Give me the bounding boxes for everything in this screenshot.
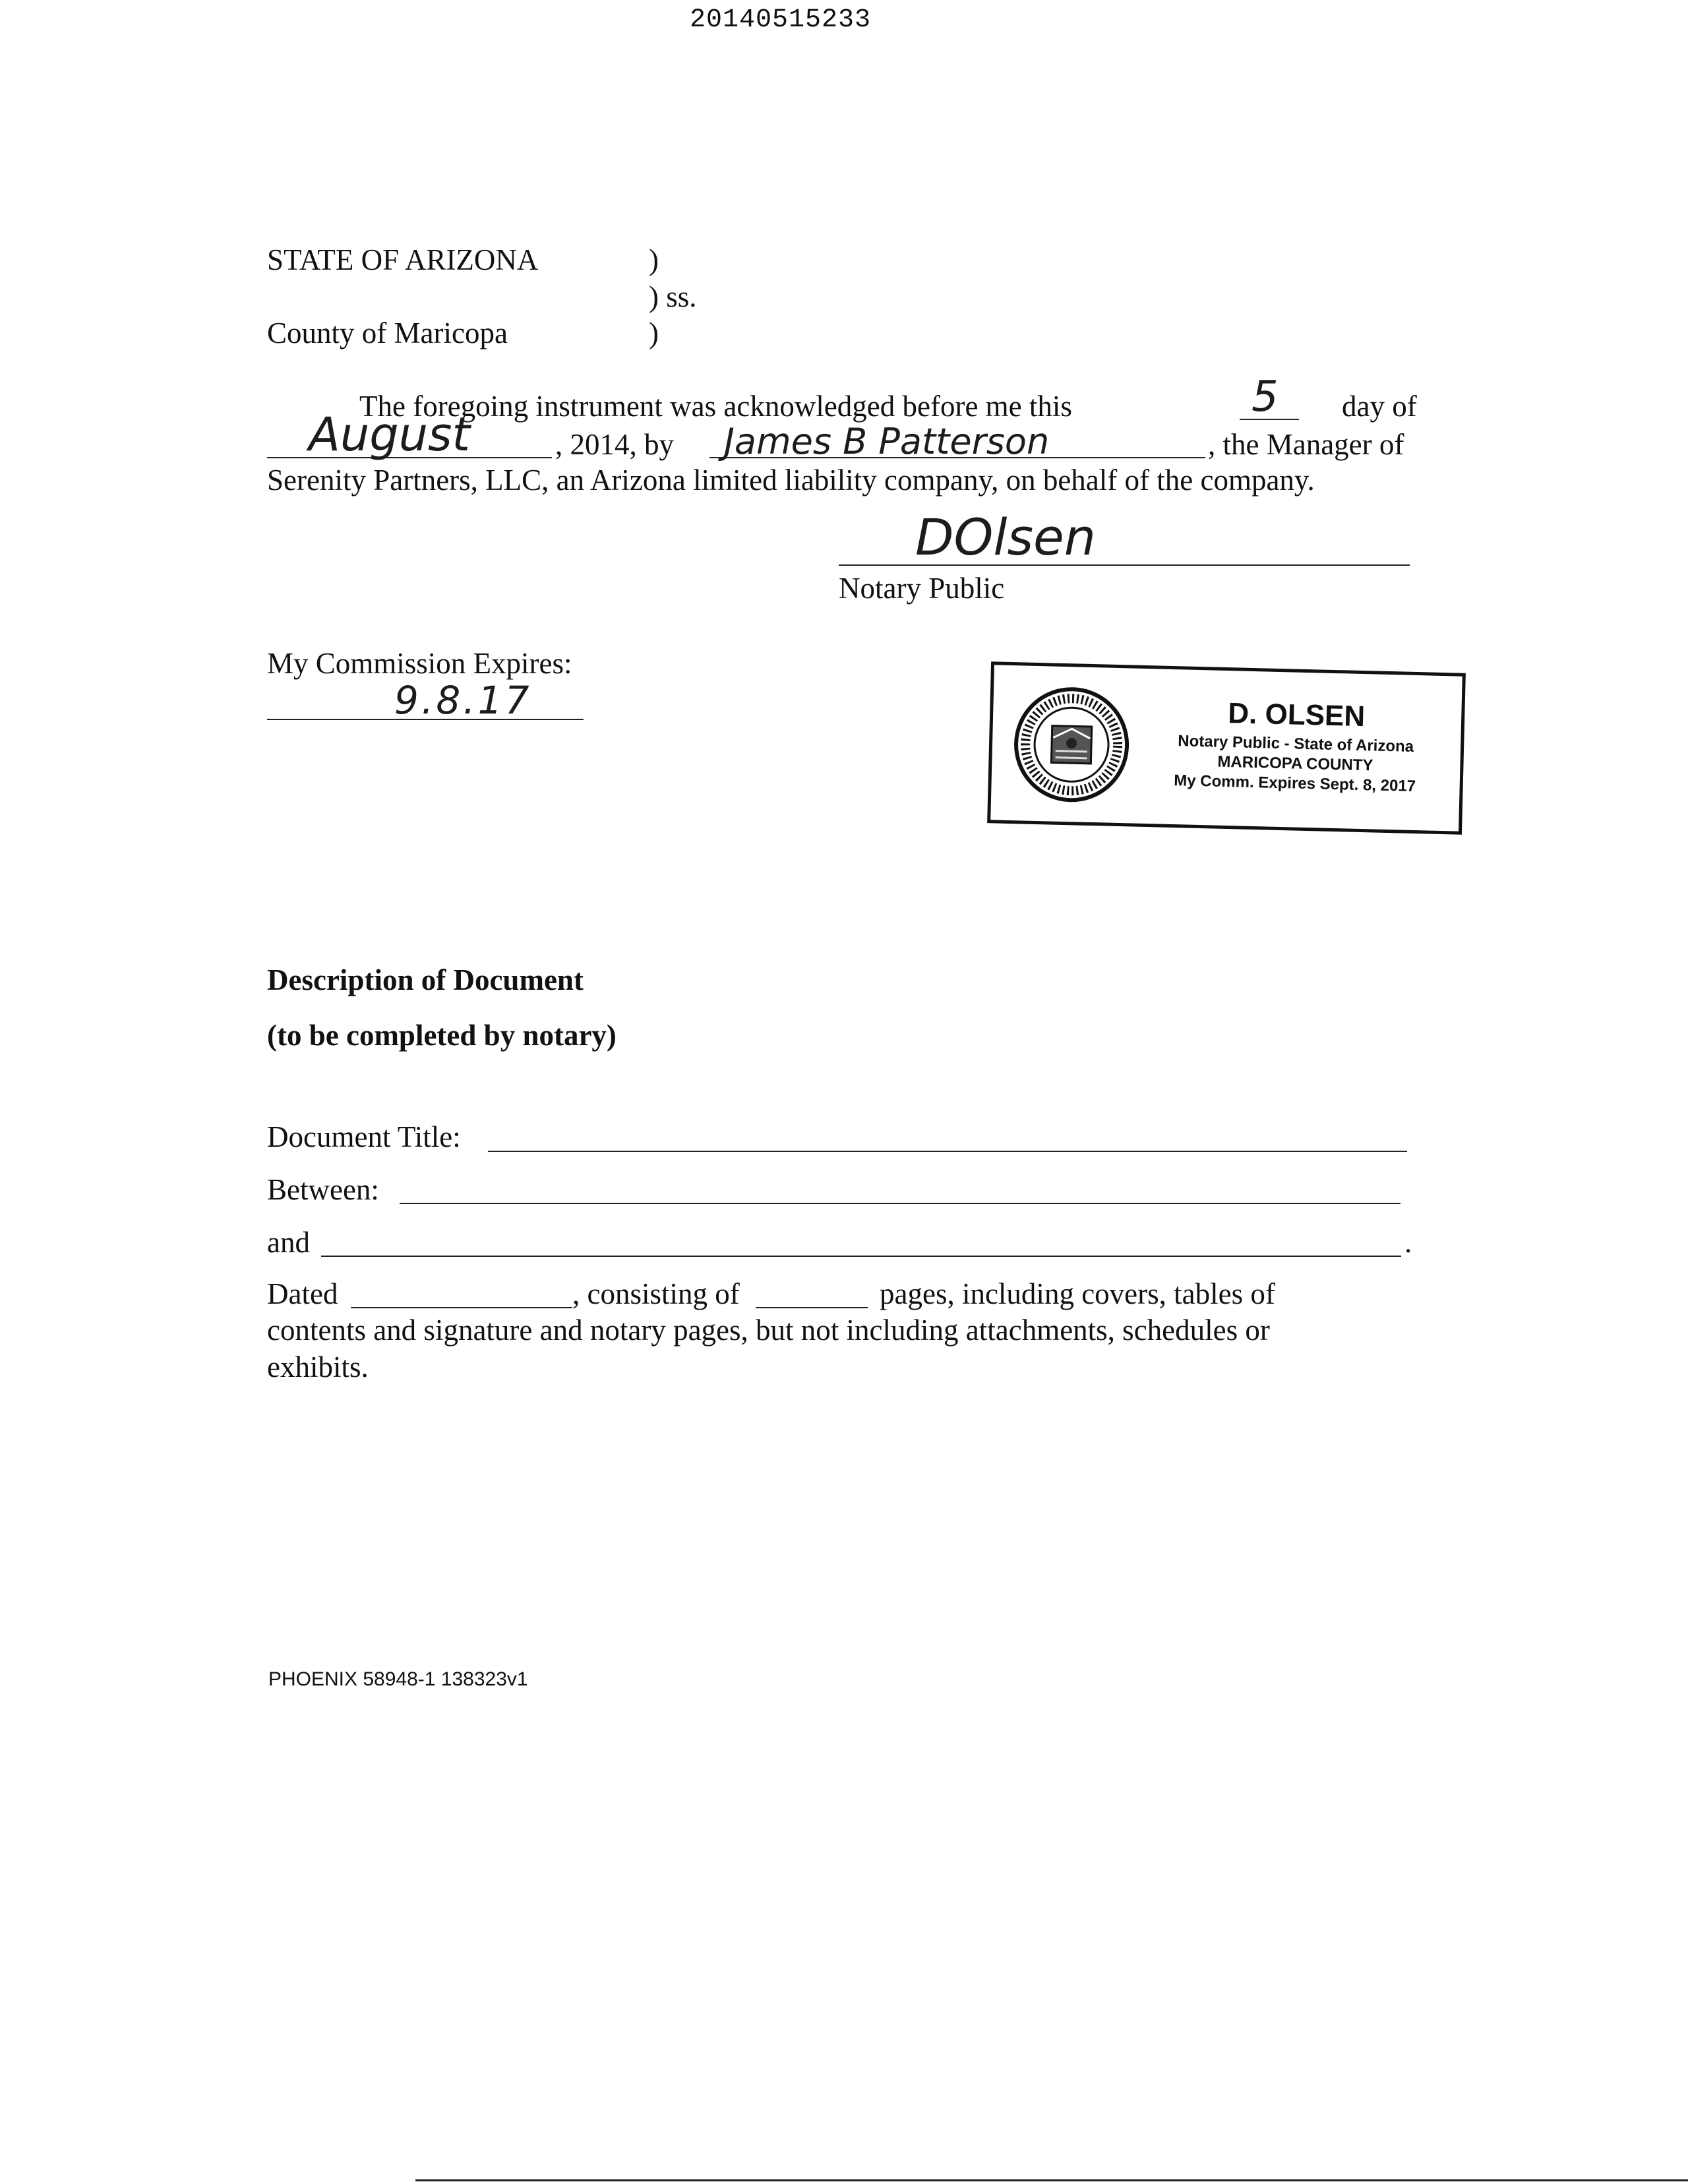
ack-line1-end: day of [1342, 390, 1417, 423]
signer-handwritten: James B Patterson [724, 421, 1050, 462]
and-period: . [1404, 1226, 1412, 1259]
document-number: 20140515233 [690, 5, 872, 35]
description-subheading: (to be completed by notary) [267, 1019, 617, 1052]
and-line [321, 1256, 1401, 1257]
stamp-name: D. OLSEN [1227, 697, 1366, 733]
month-handwritten: August [309, 408, 470, 462]
venue-paren-top: ) [649, 243, 659, 276]
dated-line [351, 1307, 572, 1308]
notary-stamp [987, 661, 1466, 835]
footer-doc-id: PHOENIX 58948-1 138323v1 [268, 1668, 528, 1690]
notary-signature: DOlsen [915, 508, 1096, 566]
document-title-label: Document Title: [267, 1120, 461, 1153]
bottom-edge-line [415, 2179, 1688, 2181]
between-label: Between: [267, 1173, 379, 1206]
document-title-line [488, 1151, 1407, 1152]
ack-line2-end: , the Manager of [1208, 428, 1404, 461]
stamp-line1: Notary Public - State of Arizona [1177, 732, 1414, 756]
notary-signature-line [839, 564, 1410, 566]
commission-date-handwritten: 9.8.17 [394, 678, 532, 723]
description-line3: exhibits. [267, 1350, 369, 1383]
venue-paren-ss: ) ss. [649, 280, 697, 313]
stamp-line3: My Comm. Expires Sept. 8, 2017 [1174, 772, 1416, 796]
venue-paren-bottom: ) [649, 317, 659, 349]
dated-label: Dated [267, 1277, 338, 1310]
ack-line3: Serenity Partners, LLC, an Arizona limited liability company, on behalf of the company. [267, 464, 1315, 497]
and-label: and [267, 1226, 310, 1259]
ack-line1-start: The foregoing instrument was acknowledged before me this [359, 390, 1072, 423]
notary-public-label: Notary Public [839, 572, 1005, 605]
state-seal-icon [1011, 684, 1132, 805]
pages-text: pages, including covers, tables of [880, 1277, 1275, 1310]
commission-label: My Commission Expires: [267, 647, 572, 680]
description-heading: Description of Document [267, 963, 584, 996]
day-handwritten: 5 [1251, 373, 1279, 421]
consisting-label: , consisting of [572, 1277, 740, 1310]
venue-county: County of Maricopa [267, 317, 508, 349]
between-line [400, 1203, 1401, 1204]
venue-state: STATE OF ARIZONA [267, 243, 539, 276]
pages-count-line [756, 1307, 868, 1308]
ack-year-text: , 2014, by [555, 428, 674, 461]
stamp-line2: MARICOPA COUNTY [1217, 752, 1373, 775]
description-line2: contents and signature and notary pages, but not including attachments, schedules or [267, 1314, 1270, 1347]
